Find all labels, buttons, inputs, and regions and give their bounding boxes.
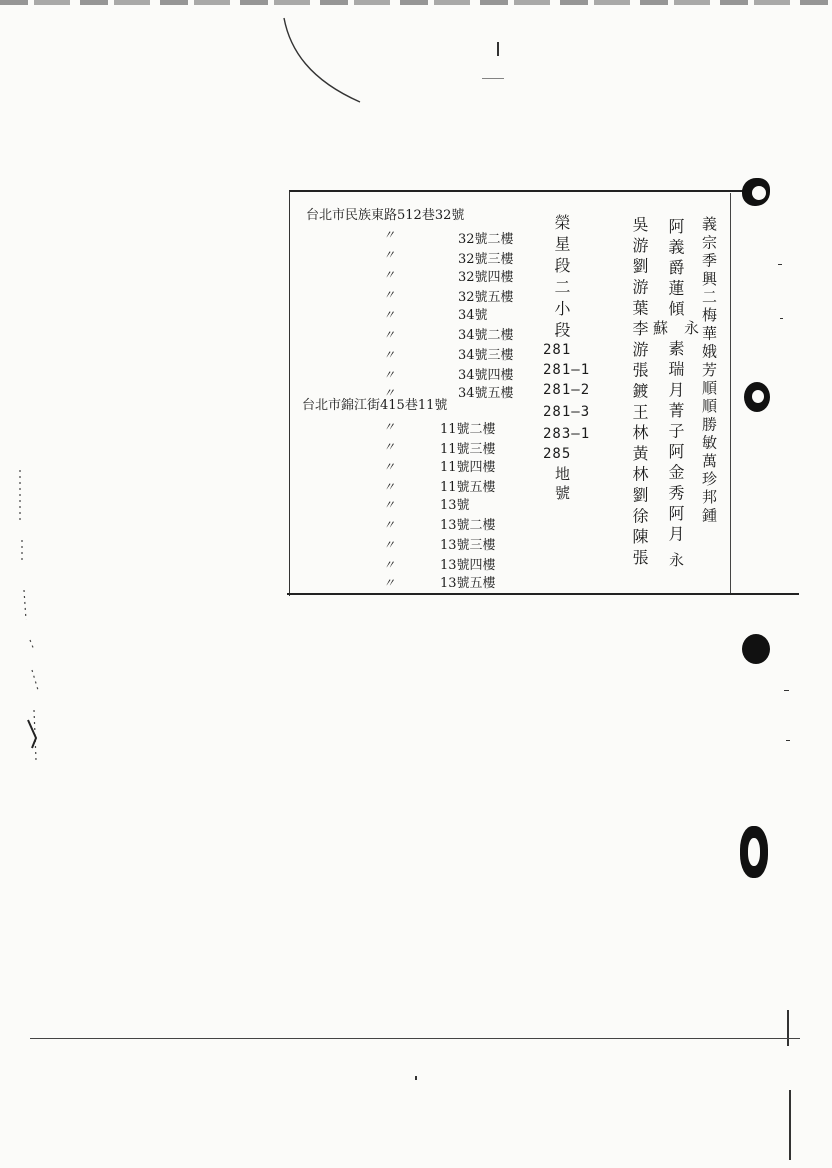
ditto-mark: 〃: [383, 480, 396, 494]
floor-entry: 34號三樓: [458, 348, 514, 363]
scan-dash-mark: [497, 42, 499, 56]
scan-stroke-mark: [270, 10, 380, 110]
binder-hole-inner: [752, 390, 764, 403]
floor-entry: 11號二樓: [440, 422, 496, 437]
floor-entry: 32號二樓: [458, 232, 514, 247]
ditto-mark: 〃: [383, 368, 396, 382]
owner-column-2-cont: 素瑞月菁子阿金秀阿月: [666, 340, 685, 546]
ditto-mark: 〃: [383, 386, 396, 400]
scan-dash-mark: [778, 264, 782, 265]
owner-column-3-extra: 蘇: [651, 320, 669, 339]
scan-dash-mark: [786, 740, 790, 741]
floor-entry: 11號三樓: [440, 442, 496, 457]
binder-hole-inner: [748, 838, 760, 866]
scan-dot: [415, 1076, 417, 1080]
floor-entry: 34號二樓: [458, 328, 514, 343]
binder-hole-inner: [752, 186, 766, 200]
land-section-name: 榮星段二小段: [552, 214, 571, 343]
bottom-rule: [30, 1038, 800, 1039]
ditto-mark: 〃: [383, 228, 396, 242]
floor-entry: 13號四樓: [440, 558, 496, 573]
scan-edge-noise: [14, 470, 54, 790]
ditto-mark: 〃: [383, 538, 396, 552]
floor-entry: 11號四樓: [440, 460, 496, 475]
ditto-mark: 〃: [383, 288, 396, 302]
ditto-mark: 〃: [383, 498, 396, 512]
floor-entry: 13號: [440, 498, 470, 513]
ditto-mark: 〃: [383, 248, 396, 262]
ditto-mark: 〃: [383, 308, 396, 322]
owner-column-2: 阿義爵蓮傾: [666, 218, 685, 321]
address-line-2: 台北市錦江街415巷11號: [302, 398, 448, 413]
ditto-mark: 〃: [383, 460, 396, 474]
table-bottom-rule: [287, 593, 799, 595]
lot-number: 285: [543, 446, 572, 462]
ditto-mark: 〃: [383, 518, 396, 532]
ditto-mark: 〃: [383, 420, 396, 434]
scan-dash-mark: [482, 78, 504, 79]
ditto-mark: 〃: [383, 328, 396, 342]
ditto-mark: 〃: [383, 440, 396, 454]
floor-entry: 13號五樓: [440, 576, 496, 591]
lot-number: 281—1: [543, 362, 591, 378]
address-line-1: 台北市民族東路512巷32號: [306, 208, 465, 223]
floor-entry: 34號四樓: [458, 368, 514, 383]
floor-entry: 13號三樓: [440, 538, 496, 553]
owner-column-3: 吳游劉游葉李游張鍍王林黃林劉徐陳張: [630, 216, 649, 570]
floor-entry: 11號五樓: [440, 480, 496, 495]
floor-entry: 34號: [458, 308, 488, 323]
lot-number: 281—2: [543, 382, 591, 398]
table-right-rule: [730, 193, 731, 593]
ditto-mark: 〃: [383, 348, 396, 362]
scan-edge-mark: [787, 1010, 789, 1046]
ditto-mark: 〃: [383, 576, 396, 590]
floor-entry: 13號二樓: [440, 518, 496, 533]
floor-entry: 34號五樓: [458, 386, 514, 401]
scan-dash-mark: [784, 690, 789, 691]
ditto-mark: 〃: [383, 558, 396, 572]
lot-number: 281—3: [543, 404, 591, 420]
ditto-mark: 〃: [383, 268, 396, 282]
lot-number: 281: [543, 342, 572, 358]
binder-hole: [742, 634, 770, 664]
owner-column-2-extra: 永: [682, 320, 700, 337]
record-table-frame: [289, 190, 770, 596]
lot-number: 283—1: [543, 426, 591, 442]
floor-entry: 32號三樓: [458, 252, 514, 267]
scan-edge-artifact: [0, 0, 832, 5]
owner-column-2-end: 永: [667, 552, 685, 571]
scan-edge-mark: [789, 1090, 791, 1160]
floor-entry: 32號四樓: [458, 270, 514, 285]
floor-entry: 32號五樓: [458, 290, 514, 305]
scan-dash-mark: [780, 318, 783, 319]
owner-column-1: 義宗季興二梅華娥芳順順勝敏萬珍邦鍾: [700, 216, 718, 526]
lot-label: 地號: [553, 466, 571, 504]
